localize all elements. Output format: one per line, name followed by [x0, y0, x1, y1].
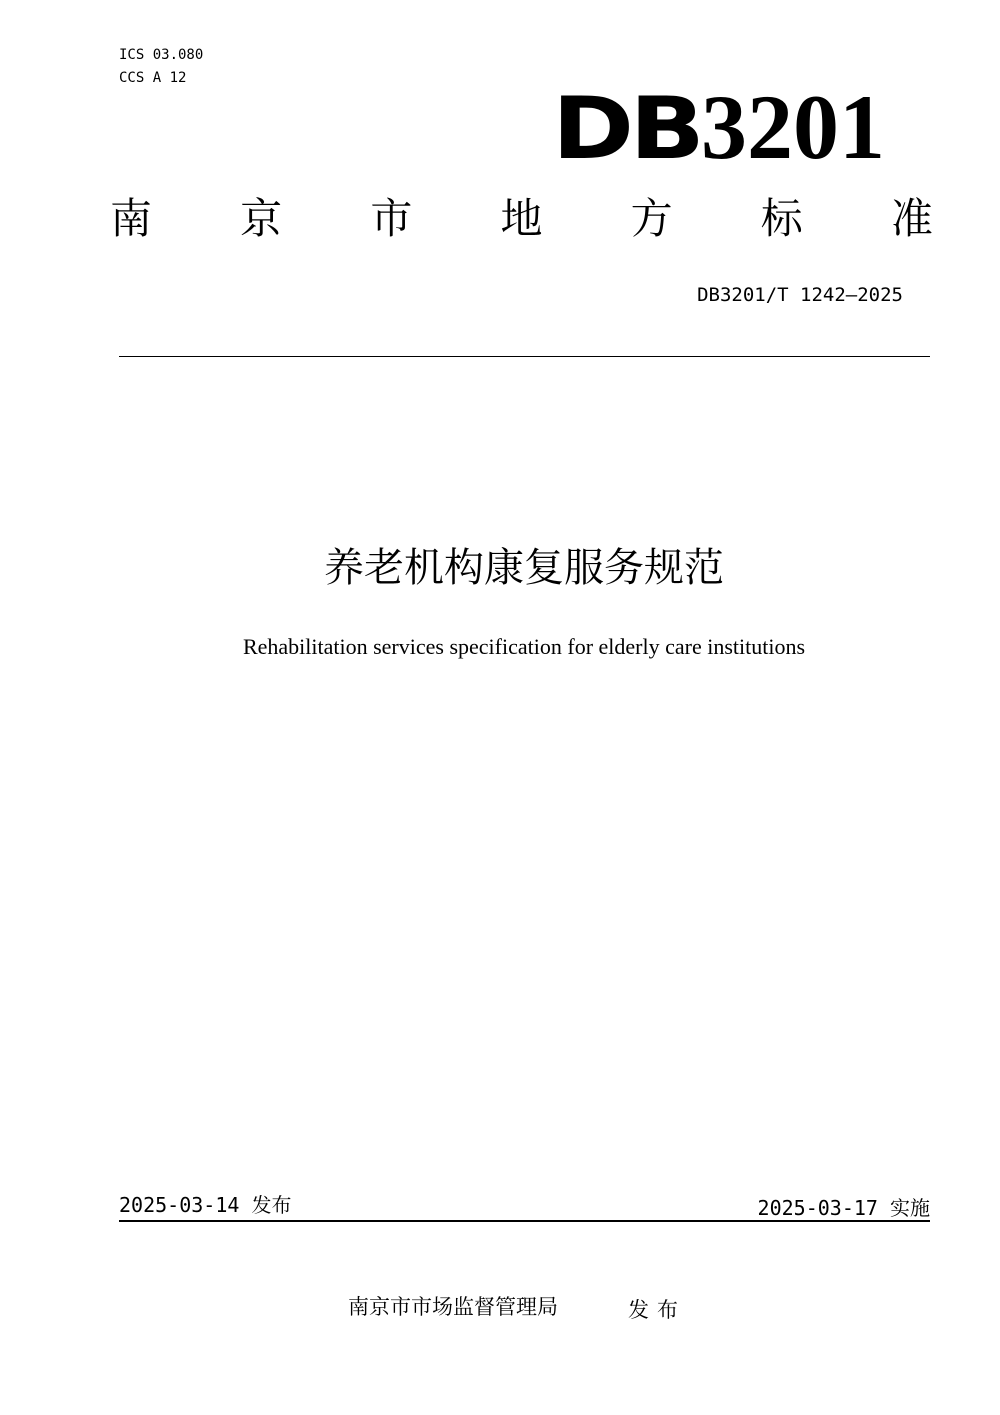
- db-logo-letters: DB: [552, 79, 701, 179]
- db-logo: [552, 76, 885, 179]
- issue-date: [119, 1192, 291, 1218]
- standard-type-char: 京: [240, 194, 283, 243]
- title-english: Rehabilitation services specification for elderly care institutions: [242, 634, 806, 659]
- top-divider: [119, 356, 930, 357]
- issuing-authority: 南京市市场监督管理局: [348, 1295, 558, 1319]
- standard-type-char: 市: [370, 194, 413, 243]
- title-chinese: 养老机构康复服务规范: [324, 545, 724, 591]
- issuing-action: 发布: [628, 1298, 686, 1322]
- issue-date-value: 2025-03-14: [119, 1193, 240, 1217]
- standard-type-char: 标: [760, 194, 803, 243]
- standard-type-char: 方: [630, 194, 673, 243]
- standard-code: DB3201/T 1242—2025: [697, 284, 903, 306]
- ccs-code: CCS A 12: [119, 70, 187, 86]
- bottom-divider: [119, 1220, 930, 1222]
- implementation-date-value: 2025-03-17: [757, 1196, 878, 1220]
- standard-type-heading: [110, 192, 933, 246]
- issue-date-label: 发布: [251, 1193, 292, 1217]
- standard-type-char: 南: [110, 194, 153, 243]
- standard-type-char: 地: [500, 194, 543, 243]
- standard-type-char: 准: [890, 194, 933, 243]
- implementation-date-label: 实施: [890, 1196, 930, 1220]
- db-logo-number: 3201: [700, 76, 885, 178]
- implementation-date: [758, 1195, 930, 1221]
- ics-code: ICS 03.080: [119, 47, 204, 63]
